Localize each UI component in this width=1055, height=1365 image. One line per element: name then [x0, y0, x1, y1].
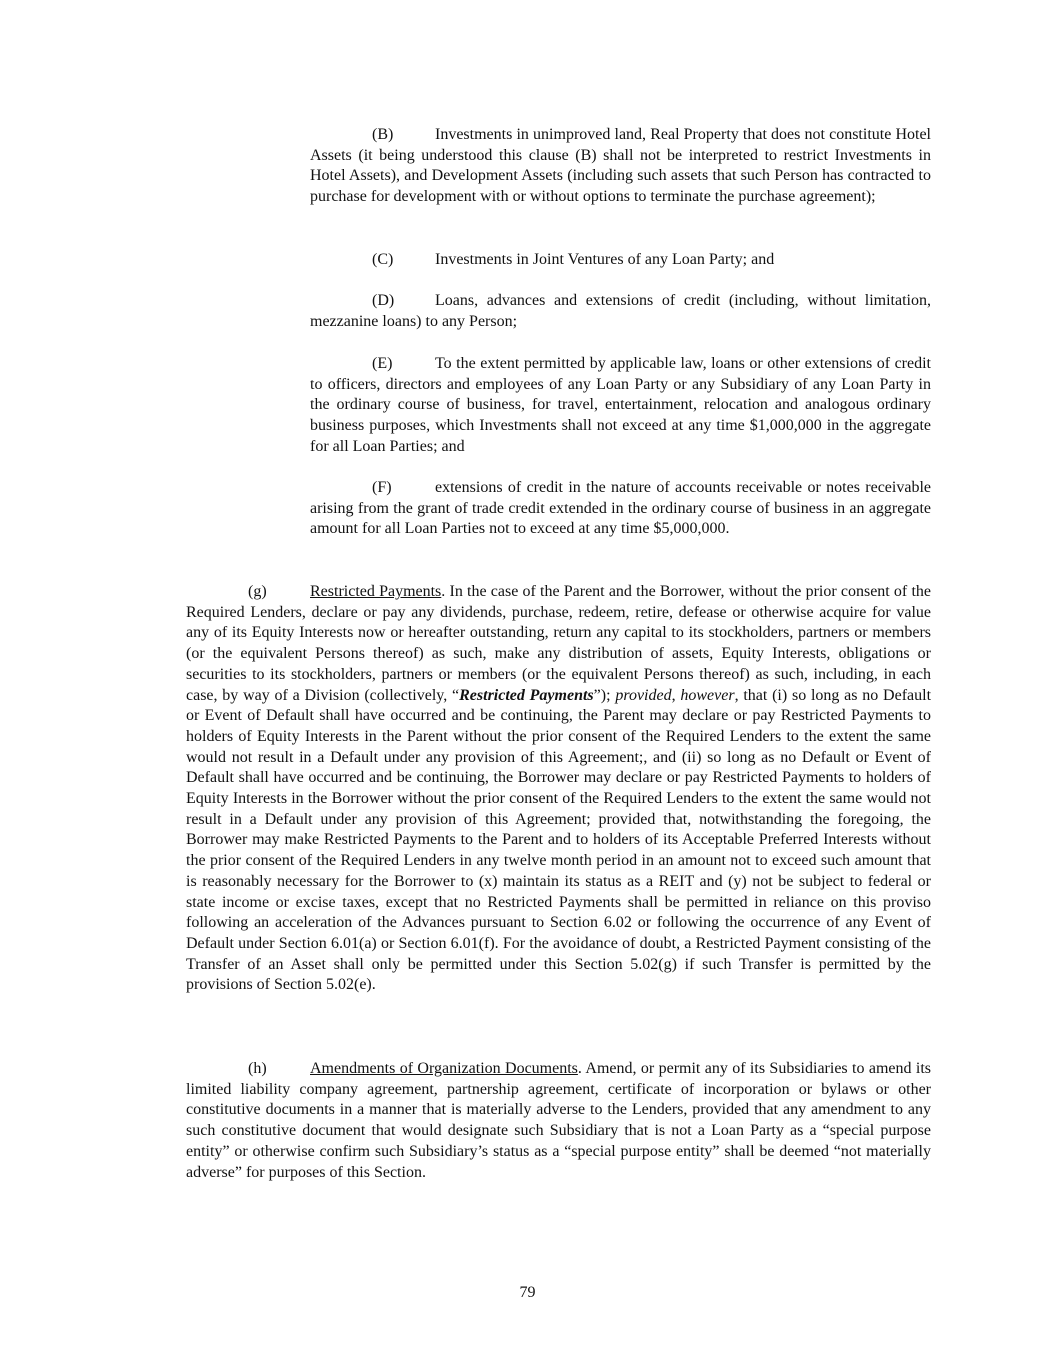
- clause-f-label: (F): [372, 479, 392, 496]
- clause-e-text: To the extent permitted by applicable law, loans or other extensions of credit to officers, directors and employees of any Loan Party or any Subsidiary of any Loan Party in the ordinary course of business, for travel, entertainment, relocation and analogous ordinary business purposes, which Investments shall not exceed at any time $1,000,000 in the aggregate for all Loan Parties; and: [310, 355, 931, 455]
- section-g: [186, 582, 931, 996]
- section-g-text-2: ”);: [593, 686, 616, 704]
- clause-f-text: extensions of credit in the nature of accounts receivable or notes receivable arising from the grant of trade credit extended in the ordinary course of business in an aggregate amount for all Loan Parties not to exceed at any time $5,000,000.: [310, 479, 931, 538]
- clause-d-text: Loans, advances and extensions of credit (including, without limitation, mezzanine loans) to any Person;: [310, 292, 931, 330]
- clause-f: [310, 478, 931, 540]
- defined-term-restricted-payments: Restricted Payments: [459, 686, 594, 704]
- section-g-heading: Restricted Payments: [310, 583, 442, 600]
- section-h-heading: Amendments of Organization Documents: [310, 1060, 578, 1077]
- section-h: [186, 1059, 931, 1183]
- clause-b-text: Investments in unimproved land, Real Property that does not constitute Hotel Assets (it being understood this clause (B) shall not be interpreted to restrict Investments in Hotel Assets), and Development Assets (including such assets that such Person has contracted to purchase for development with or without options to terminate the purchase agreement);: [310, 126, 931, 206]
- clause-e: [310, 354, 931, 458]
- clause-d: [310, 291, 931, 332]
- section-g-text-3: , that (i) so long as no Default or Event of Default shall have occurred and be continuing, the Parent may declare or pay Restricted Payments to holders of Equity Interests in the Parent without the prior consent of the Required Lenders to the extent the same would not result in a Default under any provision of this Agreement;, and (ii) so long as no Default or Event of Default shall have occurred and be continuing, the Borrower may declare or pay Restricted Payments to holders of Equity Interests in the Borrower without the prior consent of the Required Lenders to the extent the same would not result in a Default under any provision of this Agreement; provided that, notwithstanding the foregoing, the Borrower may make Restricted Payments to the Parent and to holders of its Acceptable Preferred Interests without the prior consent of the Required Lenders in any twelve month period in an amount not to exceed such amount that is reasonably necessary for the Borrower to (x) maintain its status as a REIT and (y) not be subject to federal or state income or excise taxes, except that no Restricted Payments shall be permitted in reliance on this proviso following an acceleration of the Advances pursuant to Section 6.02 or following the occurrence of any Event of Default under Section 6.01(a) or Section 6.01(f). For the avoidance of doubt, a Restricted Payment consisting of the Transfer of an Asset shall only be permitted under this Section 5.02(g) if such Transfer is permitted by the provisions of Section 5.02(e).: [186, 686, 932, 994]
- clause-d-label: (D): [372, 292, 395, 309]
- clause-c: [310, 250, 931, 271]
- clause-b: [310, 125, 931, 208]
- section-g-comma: ,: [671, 686, 681, 704]
- clause-c-text: Investments in Joint Ventures of any Loan Party; and: [435, 251, 775, 268]
- clause-b-label: (B): [372, 126, 394, 143]
- section-g-text-1: . In the case of the Parent and the Borrower, without the prior consent of the Required Lenders, declare or pay any dividends, purchase, redeem, retire, defease or otherwise acquire for value any of its Equity Interests now or hereafter outstanding, return any capital to its stockholders, partners or members (or the equivalent Persons thereof) as such, make any distribution of assets, Equity Interests, obligations or securities to its stockholders, partners or members (or the equivalent Persons thereof) as such, including, in each case, by way of a Division (collectively, “: [186, 583, 932, 704]
- section-h-label: (h): [248, 1060, 267, 1077]
- clause-e-label: (E): [372, 355, 393, 372]
- section-h-text: . Amend, or permit any of its Subsidiaries to amend its limited liability company agreement, partnership agreement, certificate of incorporation or bylaws or other constitutive documents in a manner that is materially adverse to the Lenders, provided that any amendment to any such constitutive document that would designate such Subsidiary that is not a Loan Party as a “special purpose entity” or otherwise confirm such Subsidiary’s status as a “special purpose entity” shall be deemed “not materially adverse” for purposes of this Section.: [186, 1060, 931, 1181]
- however-italic: however: [680, 686, 735, 704]
- section-g-label: (g): [248, 583, 267, 600]
- clause-c-label: (C): [372, 251, 394, 268]
- provided-italic: provided: [615, 686, 672, 704]
- page-number: 79: [519, 1284, 536, 1301]
